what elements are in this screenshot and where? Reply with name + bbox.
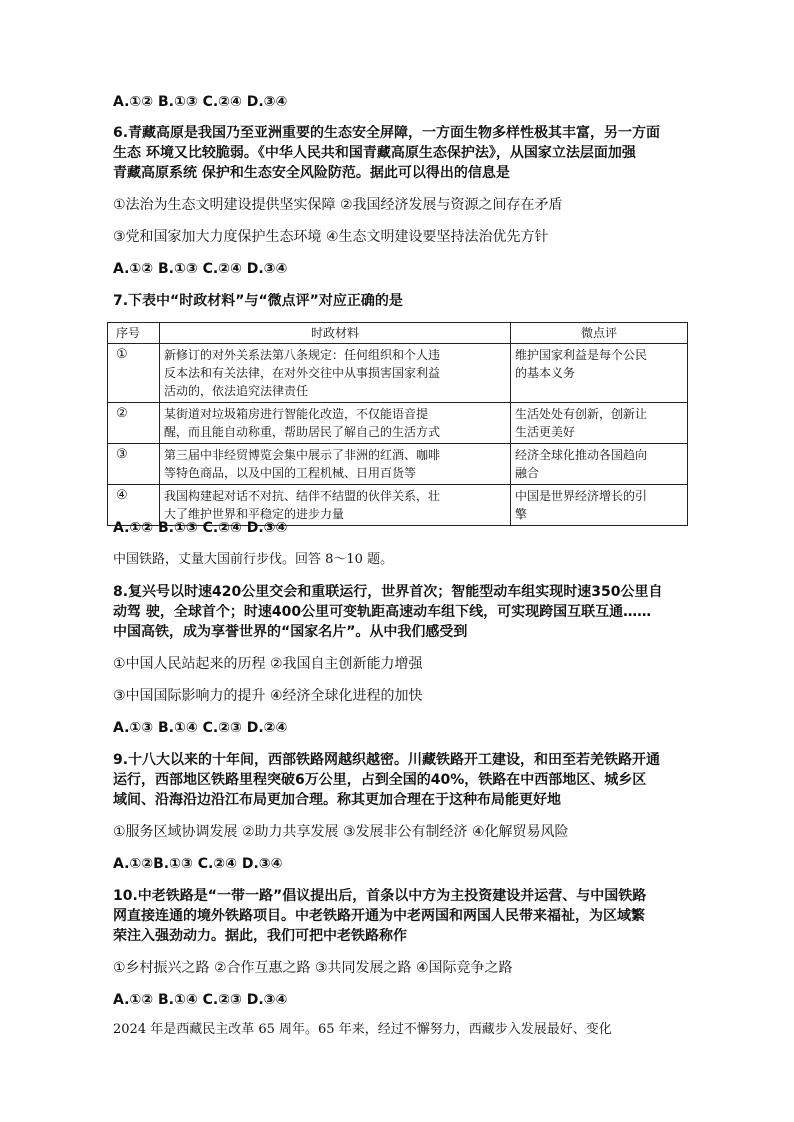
q10-answer-options: A.①② B.①④ C.②③ D.③④ [113,992,288,1008]
table-row [108,403,688,444]
row-material [160,344,511,403]
row-number: ① [108,344,160,403]
comment-line: 的基本义务 [515,366,576,380]
q9-statements: ①服务区域协调发展 ②助力共享发展 ③发展非公有制经济 ④化解贸易风险 [113,824,569,840]
q7-table [107,322,688,526]
header-number: 序号 [108,323,160,344]
row-material [160,444,511,485]
q10-statements: ①乡村振兴之路 ②合作互惠之路 ③共同发展之路 ④国际竞争之路 [113,960,513,976]
row-comment [511,344,688,403]
q6-stem-line-3: 青藏高原系统 保护和生态安全风险防范。据此可以得出的信息是 [113,165,510,181]
row-number: ④ [108,485,160,526]
q8-stem-line-1: 8.复兴号以时速420公里交会和重联运行，世界首次；智能型动车组实现时速350公里自 [113,584,663,600]
q6-stem-line-1: 6.青藏高原是我国乃至亚洲重要的生态安全屏障，一方面生物多样性极其丰富，另一方面 [113,125,661,141]
material-line: 醒，而且能自动称重，帮助居民了解自己的生活方式 [164,425,441,439]
material-line: 等特色商品，以及中国的工程机械、日用百货等 [164,466,417,480]
q8-stem-line-3: 中国高铁，成为享誉世界的“国家名片”。从中我们感受到 [113,624,468,640]
material-line: 活动的，依法追究法律责任 [164,384,309,398]
material-line: 第三届中非经贸博览会集中展示了非洲的红酒、咖啡 [164,448,441,462]
row-number: ② [108,403,160,444]
q9-stem-line-2: 运行，西部地区铁路里程突破6万公里，占到全国的40%，铁路在中西部地区、城乡区 [113,772,647,788]
header-material: 时政材料 [160,323,511,344]
material-line: 新修订的对外关系法第八条规定：任何组织和个人违 [164,348,441,362]
q6-statements-1: ①法治为生态文明建设提供坚实保障 ②我国经济发展与资源之间存在矛盾 [113,197,563,213]
table-row [108,344,688,403]
material-line: 反本法和有关法律，在对外交往中从事损害国家利益 [164,366,441,380]
comment-line: 维护国家利益是每个公民 [515,348,648,362]
q6-answer-options: A.①② B.①③ C.②④ D.③④ [113,261,288,277]
q7-stem: 7.下表中“时政材料”与“微点评”对应正确的是 [113,293,403,309]
q10-stem-line-1: 10.中老铁路是“一带一路”倡议提出后，首条以中方为主投资建设并运营、与中国铁路 [113,888,647,904]
q8-statements-1: ①中国人民站起来的历程 ②我国自主创新能力增强 [113,656,423,672]
q10-stem-line-2: 网直接连通的境外铁路项目。中老铁路开通为中老两国和两国人民带来福祉，为区域繁 [113,908,645,924]
q6-stem-line-2: 生态 环境又比较脆弱。《中华人民共和国青藏高原生态保护法》，从国家立法层面加强 [113,145,636,161]
comment-line: 中国是世界经济增长的引 [515,489,648,503]
table-header-row [108,323,688,344]
comment-line: 擎 [515,507,528,521]
comment-line: 融合 [515,466,540,480]
row-number: ③ [108,444,160,485]
q9-stem-line-3: 域间、沿海沿边沿江布局更加合理。称其更加合理在于这种布局能更好地 [113,792,561,808]
q9-answer-options: A.①②B.①③ C.②④ D.③④ [113,856,283,872]
rail-section-intro: 中国铁路，丈量大国前行步伐。回答 8～10 题。 [113,552,394,567]
row-comment [511,403,688,444]
q8-stem-line-2: 动驾 驶，全球首个；时速400公里可变轨距高速动车组下线，可实现跨国互联互通…… [113,604,652,620]
q8-answer-options: A.①③ B.①④ C.②③ D.②④ [113,720,288,736]
header-comment: 微点评 [511,323,688,344]
q7-answer-options: A.①② B.①③ C.②④ D.③④ [113,520,288,536]
material-line: 某街道对垃圾箱房进行智能化改造，不仅能语音提 [164,407,429,421]
row-material [160,403,511,444]
tibet-section-intro: 2024 年是西藏民主改革 65 周年。65 年来，经过不懈努力，西藏步入发展最好、变化 [113,1022,612,1037]
q5-answer-options: A.①② B.①③ C.②④ D.③④ [113,94,288,110]
comment-line: 经济全球化推动各国趋向 [515,448,648,462]
q9-stem-line-1: 9.十八大以来的十年间，西部铁路网越织越密。川藏铁路开工建设，和田至若羌铁路开通 [113,752,661,768]
q6-statements-2: ③党和国家加大力度保护生态环境 ④生态文明建设要坚持法治优先方针 [113,229,549,245]
material-line: 我国构建起对话不对抗、结伴不结盟的伙伴关系，壮 [164,489,441,503]
comment-line: 生活处处有创新，创新让 [515,407,648,421]
q10-stem-line-3: 荣注入强劲动力。据此，我们可把中老铁路称作 [113,928,407,944]
table-row [108,444,688,485]
comment-line: 生活更美好 [515,425,576,439]
q8-statements-2: ③中国国际影响力的提升 ④经济全球化进程的加快 [113,688,423,704]
row-comment [511,444,688,485]
material-line: 大了维护世界和平稳定的进步力量 [164,507,345,521]
